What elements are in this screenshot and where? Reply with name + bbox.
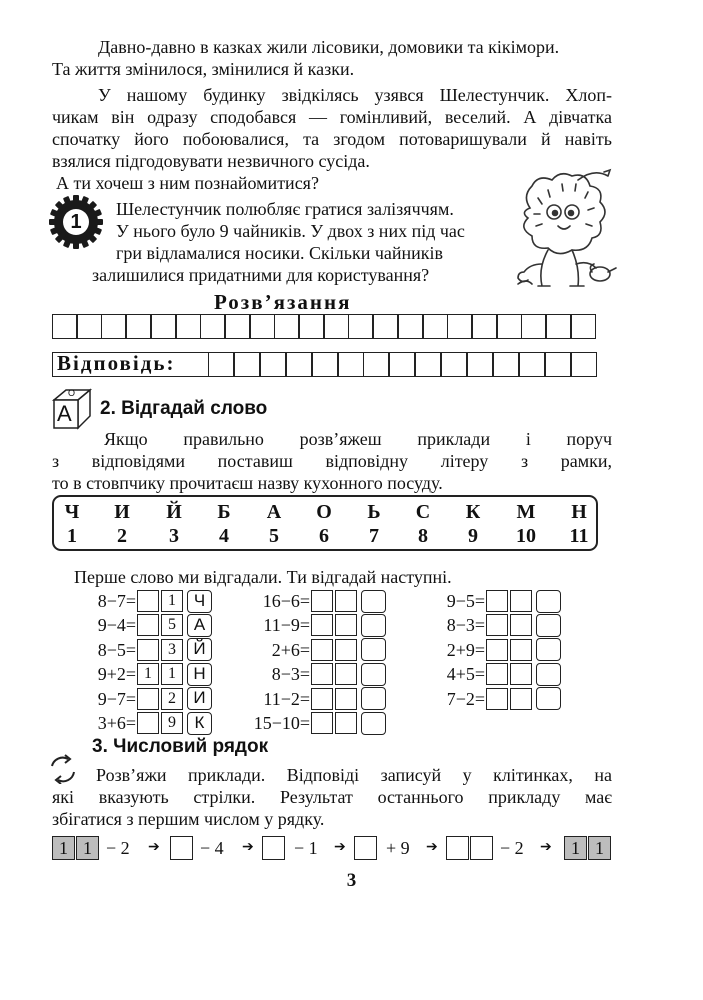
key-number: 3 xyxy=(169,525,179,547)
chain-operation: − 4 xyxy=(200,838,224,858)
letter-cell[interactable] xyxy=(536,590,561,613)
answer-tens-cell[interactable] xyxy=(486,688,508,710)
answer-tens-cell[interactable] xyxy=(137,639,159,661)
solution-cell[interactable] xyxy=(274,314,299,339)
letter-cell[interactable] xyxy=(361,638,386,661)
letter-cell[interactable] xyxy=(536,638,561,661)
chain-start-cell[interactable]: 1 xyxy=(52,836,75,860)
exercise-expression: 9−7= xyxy=(97,688,136,709)
exercise-expression: 11−2= xyxy=(263,688,310,709)
exercise-expression: 8−7= xyxy=(97,591,136,611)
answer-units-cell[interactable]: 3 xyxy=(161,639,183,661)
exercise-expression: 8−3= xyxy=(271,664,310,685)
exercise-expression: 2+6= xyxy=(271,639,310,660)
task2-line-1: Якщо правильно розв’яжеш приклади і поруч xyxy=(104,429,612,449)
task1-number: 1 xyxy=(70,211,82,233)
task2-line-3: то в стовпчику прочитаєш назву кухонного посуду. xyxy=(52,473,443,493)
answer-cell[interactable] xyxy=(363,352,389,377)
exercise-expression: 4+5= xyxy=(446,664,485,685)
arrow-right-icon: ➔ xyxy=(426,840,438,855)
chain-answer-cell[interactable] xyxy=(446,836,469,860)
task2-hint: Перше слово ми відгадали. Ти відгадай наступні. xyxy=(74,567,452,587)
key-letter: О xyxy=(316,501,332,523)
answer-tens-cell[interactable] xyxy=(311,639,333,661)
solution-cell[interactable] xyxy=(299,314,324,339)
letter-cell[interactable] xyxy=(361,712,386,735)
answer-units-cell[interactable] xyxy=(335,663,357,685)
answer-cell[interactable] xyxy=(441,352,467,377)
mascot-illustration xyxy=(508,168,626,298)
answer-cell[interactable] xyxy=(286,352,312,377)
chain-answer-cell[interactable] xyxy=(262,836,285,860)
solution-cell[interactable] xyxy=(398,314,423,339)
answer-units-cell[interactable] xyxy=(510,614,532,636)
exercise-expression: 16−6= xyxy=(262,591,310,611)
answer-tens-cell[interactable]: 1 xyxy=(137,663,159,685)
cube-top-letter: О xyxy=(68,388,76,398)
intro-line-2: Та життя змінилося, змінилися й казки. xyxy=(52,59,355,79)
chain-answer-cell[interactable] xyxy=(170,836,193,860)
task1-line-3: гри відламалися носики. Скільки чайників xyxy=(116,243,444,263)
exercise-expression: 3+6= xyxy=(97,713,136,733)
solution-cell[interactable] xyxy=(521,314,546,339)
cube-front-letter: А xyxy=(57,401,72,426)
letter-cell[interactable]: К xyxy=(187,712,212,735)
solution-cell[interactable] xyxy=(472,314,497,339)
answer-units-cell[interactable]: 5 xyxy=(161,614,183,636)
answer-cell[interactable] xyxy=(415,352,441,377)
task1-line-2: У нього було 9 чайників. У двох з них під час xyxy=(116,221,465,241)
chain-operation: + 9 xyxy=(386,838,410,858)
letter-cell[interactable]: Ч xyxy=(187,590,212,613)
key-letter: И xyxy=(114,501,130,523)
key-letter: Ь xyxy=(367,501,381,523)
answer-cell[interactable] xyxy=(312,352,338,377)
chain-operation: − 1 xyxy=(294,838,318,858)
key-number: 4 xyxy=(219,525,229,547)
answer-units-cell[interactable] xyxy=(510,639,532,661)
answer-units-cell[interactable] xyxy=(335,712,357,734)
arrow-right-icon: ➔ xyxy=(242,840,254,855)
exercise-expression: 15−10= xyxy=(253,713,310,733)
key-letter: Б xyxy=(217,501,231,523)
arrow-right-icon: ➔ xyxy=(540,840,552,855)
key-number: 7 xyxy=(369,525,379,547)
answer-tens-cell[interactable] xyxy=(311,663,333,685)
key-letter: С xyxy=(415,501,431,523)
task2-line-2: з відповідями поставиш відповідну літеру з рамки, xyxy=(52,451,612,471)
exercise-expression: 2+9= xyxy=(446,639,485,660)
solution-cell[interactable] xyxy=(546,314,571,339)
task2-title: 2. Відгадай слово xyxy=(100,398,268,419)
exercise-expression: 11−9= xyxy=(263,615,310,636)
key-number: 10 xyxy=(516,525,536,547)
answer-tens-cell[interactable] xyxy=(137,590,159,612)
intro-line-4: чикам він одразу сподобався — гомінливий, веселий. А дівчатка xyxy=(52,107,612,127)
solution-cell[interactable] xyxy=(200,314,225,339)
exercise-expression: 9−5= xyxy=(446,591,485,611)
solution-cell[interactable] xyxy=(423,314,448,339)
letter-cell[interactable]: Й xyxy=(187,638,212,661)
answer-tens-cell[interactable] xyxy=(311,712,333,734)
answer-units-cell[interactable] xyxy=(335,639,357,661)
key-number: 8 xyxy=(418,525,428,547)
answer-units-cell[interactable] xyxy=(510,590,532,612)
answer-tens-cell[interactable] xyxy=(137,712,159,734)
solution-cell[interactable] xyxy=(497,314,522,339)
chain-answer-cell[interactable] xyxy=(470,836,493,860)
letter-cell[interactable] xyxy=(361,663,386,686)
alphabet-cube-icon xyxy=(48,386,94,432)
solution-cell[interactable] xyxy=(176,314,201,339)
solution-cell[interactable] xyxy=(250,314,275,339)
answer-units-cell[interactable] xyxy=(335,590,357,612)
key-number: 11 xyxy=(569,525,589,547)
letter-cell[interactable]: А xyxy=(187,614,212,637)
chain-operation: − 2 xyxy=(106,838,130,858)
chain-answer-cell[interactable] xyxy=(354,836,377,860)
chain-end-cell[interactable]: 1 xyxy=(588,836,611,860)
arrow-right-icon: ➔ xyxy=(148,840,160,855)
answer-cell[interactable] xyxy=(519,352,545,377)
answer-cell[interactable] xyxy=(260,352,286,377)
intro-line-3: У нашому будинку звідкілясь узявся Шелестунчик. Хлоп- xyxy=(98,85,612,105)
letter-cell[interactable] xyxy=(361,687,386,710)
answer-units-cell[interactable] xyxy=(510,663,532,685)
answer-cell[interactable] xyxy=(208,352,234,377)
solution-cell[interactable] xyxy=(52,314,77,339)
key-number: 1 xyxy=(67,525,77,547)
task3-line-1: Розв’яжи приклади. Відповіді записуй у клітинках, на xyxy=(96,765,612,785)
letter-cell[interactable]: Н xyxy=(187,663,212,686)
solution-cell[interactable] xyxy=(77,314,102,339)
page-number: 3 xyxy=(346,870,357,891)
answer-cell[interactable] xyxy=(234,352,260,377)
intro-line-1: Давно-давно в казках жили лісовики, домовики та кікімори. xyxy=(98,37,560,57)
letter-cell[interactable] xyxy=(361,614,386,637)
answer-tens-cell[interactable] xyxy=(486,590,508,612)
answer-tens-cell[interactable] xyxy=(486,663,508,685)
answer-grid[interactable] xyxy=(208,352,596,377)
solution-cell[interactable] xyxy=(571,314,596,339)
key-letter: Н xyxy=(571,501,587,523)
answer-cell[interactable] xyxy=(545,352,571,377)
answer-units-cell[interactable]: 2 xyxy=(161,688,183,710)
answer-tens-cell[interactable] xyxy=(137,688,159,710)
answer-units-cell[interactable]: 1 xyxy=(161,663,183,685)
task1-line-4: залишилися придатними для користування? xyxy=(92,265,430,285)
answer-cell[interactable] xyxy=(493,352,519,377)
solution-cell[interactable] xyxy=(373,314,398,339)
letter-cell[interactable] xyxy=(536,663,561,686)
chain-end-cell[interactable]: 1 xyxy=(564,836,587,860)
answer-tens-cell[interactable] xyxy=(486,614,508,636)
key-letter: А xyxy=(266,501,282,523)
answer-tens-cell[interactable] xyxy=(311,688,333,710)
answer-units-cell[interactable] xyxy=(510,688,532,710)
solution-grid[interactable] xyxy=(52,314,596,339)
cycle-arrows-icon xyxy=(46,754,80,784)
letter-cell[interactable]: И xyxy=(187,687,212,710)
task3-line-2: які вказують стрілки. Результат останнього прикладу має xyxy=(52,787,612,807)
solution-label: Розв’язання xyxy=(214,290,352,314)
solution-cell[interactable] xyxy=(151,314,176,339)
key-number: 2 xyxy=(117,525,127,547)
key-number: 5 xyxy=(269,525,279,547)
solution-cell[interactable] xyxy=(324,314,349,339)
exercise-expression: 9+2= xyxy=(97,664,136,685)
solution-cell[interactable] xyxy=(447,314,472,339)
answer-units-cell[interactable]: 9 xyxy=(161,712,183,734)
answer-cell[interactable] xyxy=(389,352,415,377)
intro-question: А ти хочеш з ним познайомитися? xyxy=(56,173,319,193)
key-number: 6 xyxy=(319,525,329,547)
letter-cell[interactable] xyxy=(536,614,561,637)
task3-title: 3. Числовий рядок xyxy=(92,736,269,757)
gear-badge-icon xyxy=(48,194,104,250)
solution-cell[interactable] xyxy=(101,314,126,339)
answer-tens-cell[interactable] xyxy=(311,590,333,612)
answer-units-cell[interactable] xyxy=(335,614,357,636)
arrow-right-icon: ➔ xyxy=(334,840,346,855)
answer-units-cell[interactable]: 1 xyxy=(161,590,183,612)
exercise-expression: 8−3= xyxy=(446,615,485,636)
exercise-expression: 9−4= xyxy=(97,615,136,636)
key-number: 9 xyxy=(468,525,478,547)
key-letter: К xyxy=(465,501,481,523)
task1-line-1: Шелестунчик полюбляє гратися залізяччям. xyxy=(116,199,454,219)
key-letter: Й xyxy=(166,501,182,523)
letter-key-frame xyxy=(52,495,598,551)
solution-cell[interactable] xyxy=(348,314,373,339)
chain-start-cell[interactable]: 1 xyxy=(76,836,99,860)
answer-units-cell[interactable] xyxy=(335,688,357,710)
answer-tens-cell[interactable] xyxy=(137,614,159,636)
answer-tens-cell[interactable] xyxy=(311,614,333,636)
intro-line-6: взялися підгодовувати незвичного сусіда. xyxy=(52,151,370,171)
answer-tens-cell[interactable] xyxy=(486,639,508,661)
letter-cell[interactable] xyxy=(361,590,386,613)
task3-line-3: збігатися з першим числом у рядку. xyxy=(52,809,325,829)
letter-cell[interactable] xyxy=(536,687,561,710)
solution-cell[interactable] xyxy=(225,314,250,339)
answer-cell[interactable] xyxy=(467,352,493,377)
answer-cell[interactable] xyxy=(338,352,364,377)
exercise-expression: 7−2= xyxy=(446,688,485,709)
answer-label: Відповідь: xyxy=(57,351,176,375)
answer-cell[interactable] xyxy=(571,352,597,377)
solution-cell[interactable] xyxy=(126,314,151,339)
exercise-expression: 8−5= xyxy=(97,639,136,660)
intro-line-5: спочатку його побоювалися, та згодом потоваришували й навіть xyxy=(52,129,612,149)
chain-operation: − 2 xyxy=(500,838,524,858)
key-letter: М xyxy=(516,501,536,523)
key-letter: Ч xyxy=(64,501,80,523)
